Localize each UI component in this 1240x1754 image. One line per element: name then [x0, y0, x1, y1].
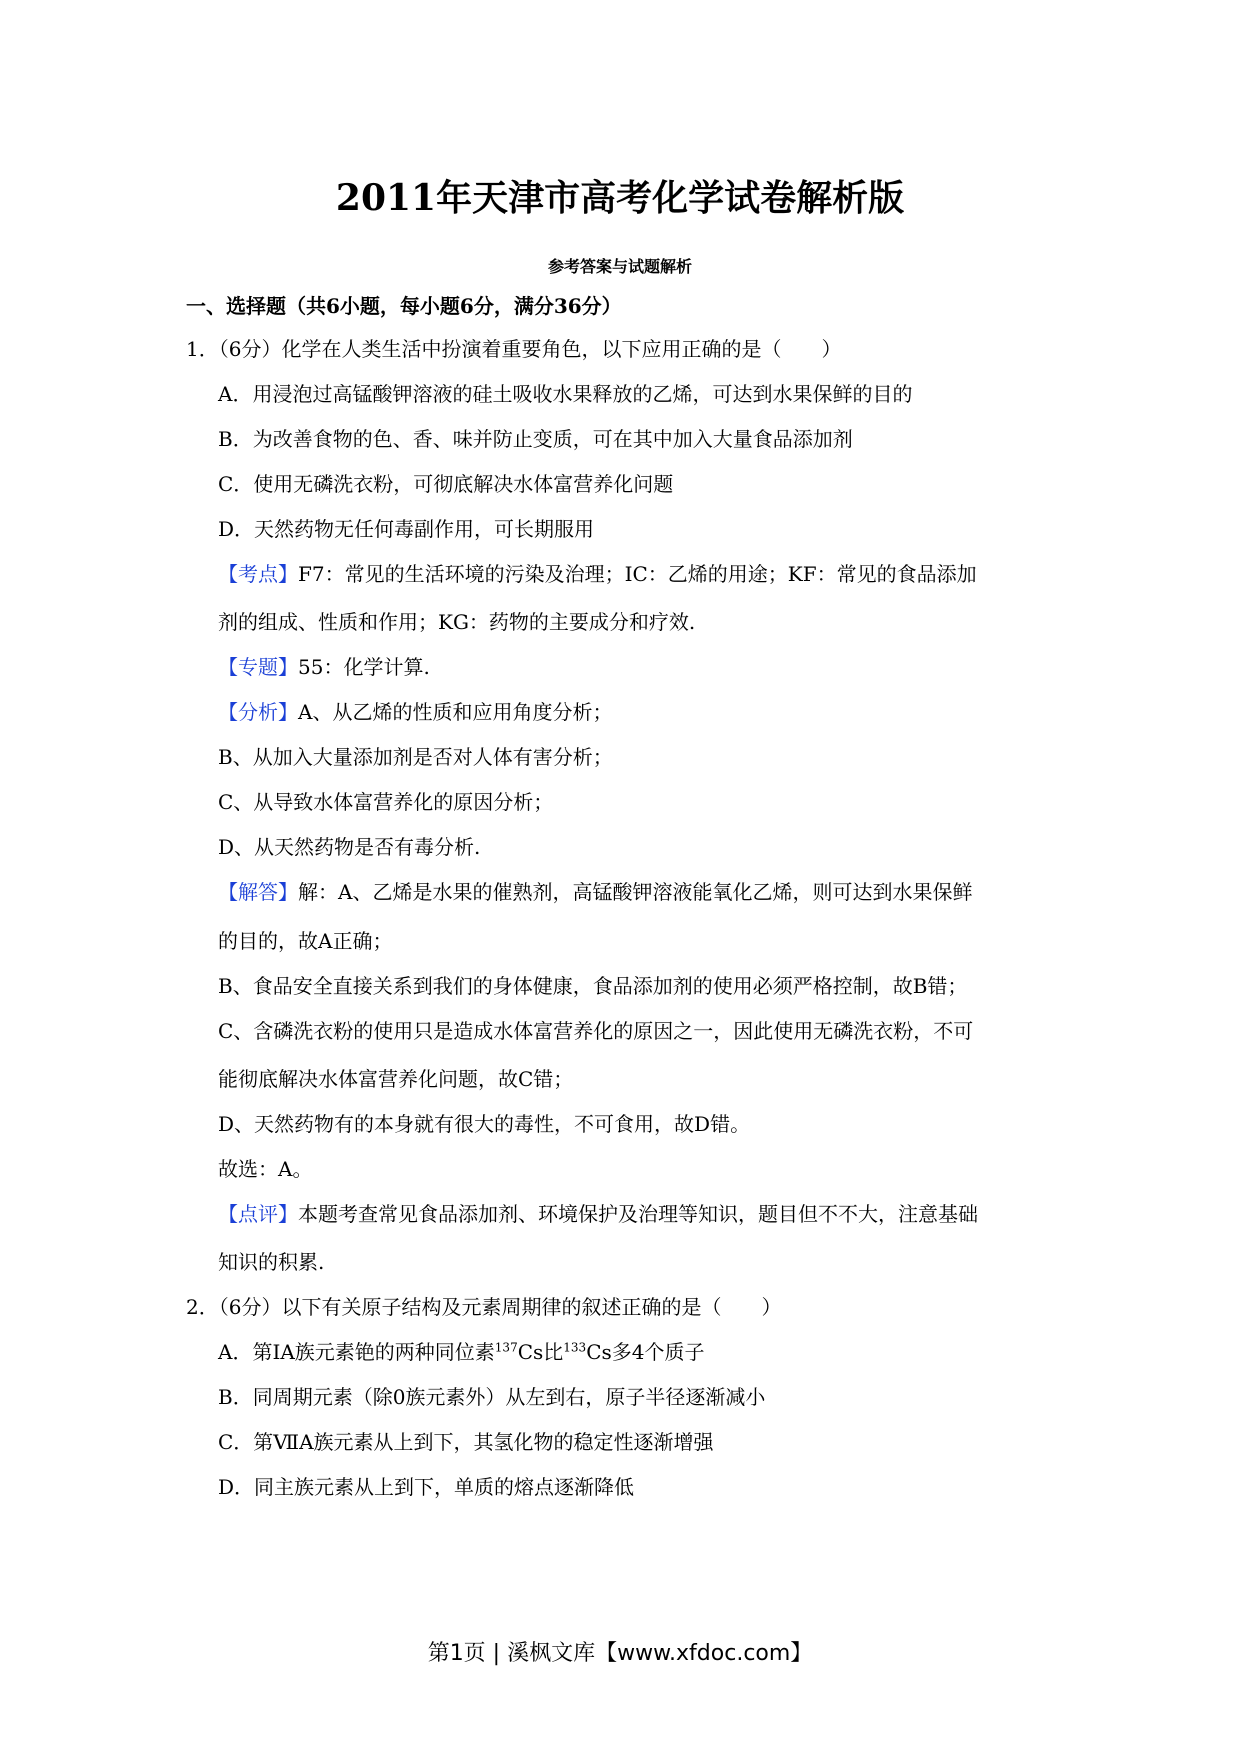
kaodian-line-2: 剂的组成、性质和作用；KG：药物的主要成分和疗效. — [218, 610, 696, 634]
question-1-option-c: C．使用无磷洗衣粉，可彻底解决水体富营养化问题 — [218, 472, 674, 496]
fenxi-line-2: B、从加入大量添加剂是否对人体有害分析； — [218, 745, 613, 769]
zhuanti-text: 55：化学计算. — [298, 655, 430, 679]
fenxi-line-1 — [218, 699, 612, 725]
fenxi-tag: 【分析】 — [218, 700, 298, 724]
jieda-line-3: B、食品安全直接关系到我们的身体健康，食品添加剂的使用必须严格控制，故B错； — [218, 974, 968, 998]
question-2-option-b: B．同周期元素（除0族元素外）从左到右，原子半径逐渐减小 — [218, 1385, 766, 1409]
question-1-stem: 1．（6分）化学在人类生活中扮演着重要角色，以下应用正确的是（ ） — [186, 337, 842, 361]
fenxi-line-4: D、从天然药物是否有毒分析. — [218, 835, 481, 859]
question-2-stem: 2．（6分）以下有关原子结构及元素周期律的叙述正确的是（ ） — [186, 1295, 782, 1319]
fenxi-line-3: C、从导致水体富营养化的原因分析； — [218, 790, 554, 814]
jieda-text-1: 解：A、乙烯是水果的催熟剂，高锰酸钾溶液能氧化乙烯，则可达到水果保鲜 — [298, 880, 973, 904]
document-title: 2011年天津市高考化学试卷解析版 — [335, 177, 905, 219]
fenxi-text-1: A、从乙烯的性质和应用角度分析； — [298, 700, 613, 724]
question-2-option-c: C．第ⅦA族元素从上到下，其氢化物的稳定性逐渐增强 — [218, 1430, 714, 1454]
section-heading: 一、选择题（共6小题，每小题6分，满分36分） — [186, 294, 622, 318]
dianping-tag: 【点评】 — [218, 1202, 298, 1226]
isotope-mass-137: 137 — [494, 1340, 518, 1355]
question-2-option-a-part2: Cs比 — [517, 1340, 564, 1364]
document-subtitle: 参考答案与试题解析 — [547, 257, 692, 276]
question-2-option-d: D．同主族元素从上到下，单质的熔点逐渐降低 — [218, 1475, 635, 1499]
isotope-mass-133: 133 — [563, 1340, 587, 1355]
jieda-line-5: 能彻底解决水体富营养化问题，故C错； — [218, 1067, 574, 1091]
question-1-option-a: A．用浸泡过高锰酸钾溶液的硅土吸收水果释放的乙烯，可达到水果保鲜的目的 — [218, 382, 913, 406]
kaodian-tag: 【考点】 — [218, 562, 298, 586]
page-footer: 第1页 | 溪枫文库【www.xfdoc.com】 — [427, 1641, 813, 1666]
jieda-tag: 【解答】 — [218, 880, 298, 904]
question-2-option-a-part3: Cs多4个质子 — [586, 1340, 705, 1364]
jieda-line-2: 的目的，故A正确； — [218, 929, 393, 953]
question-2-option-a-part1: A．第IA族元素铯的两种同位素 — [218, 1340, 495, 1364]
dianping-text-1: 本题考查常见食品添加剂、环境保护及治理等知识，题目但不不大，注意基础 — [298, 1202, 978, 1226]
zhuanti-line — [218, 654, 430, 680]
answer-line: 故选：A。 — [218, 1157, 313, 1181]
jieda-line-1 — [218, 879, 972, 905]
question-1-option-d: D．天然药物无任何毒副作用，可长期服用 — [218, 517, 595, 541]
dianping-line-1 — [218, 1201, 978, 1227]
jieda-line-4: C、含磷洗衣粉的使用只是造成水体富营养化的原因之一，因此使用无磷洗衣粉，不可 — [218, 1019, 974, 1043]
kaodian-line-1 — [218, 561, 977, 587]
jieda-line-6: D、天然药物有的本身就有很大的毒性，不可食用，故D错。 — [218, 1112, 751, 1136]
dianping-line-2: 知识的积累. — [218, 1250, 325, 1274]
question-1-option-b: B．为改善食物的色、香、味并防止变质，可在其中加入大量食品添加剂 — [218, 427, 853, 451]
zhuanti-tag: 【专题】 — [218, 655, 298, 679]
question-2-option-a — [218, 1339, 704, 1365]
kaodian-text-1: F7：常见的生活环境的污染及治理；IC：乙烯的用途；KF：常见的食品添加 — [298, 562, 977, 586]
